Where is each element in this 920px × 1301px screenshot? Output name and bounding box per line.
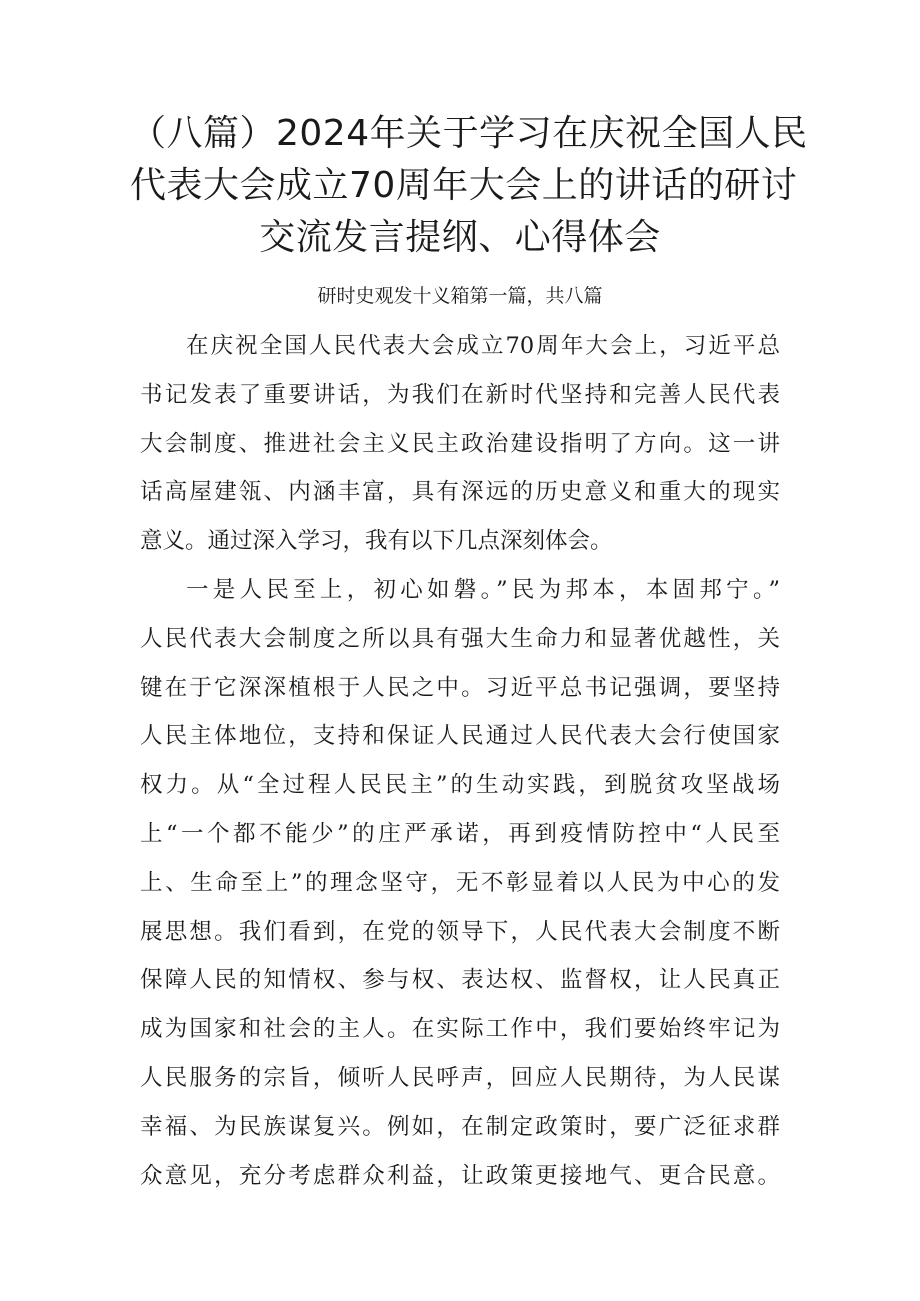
text-line: 大会制度、推进社会主义民主政治建设指明了方向。这一讲 [140, 430, 780, 457]
paragraph-point-one [140, 566, 780, 1200]
text-line: 展思想。我们看到，在党的领导下，人民代表大会制度不断 [140, 918, 780, 945]
document-body [140, 322, 780, 1200]
text-line: 在庆祝全国人民代表大会成立70周年大会上，习近平总 [186, 333, 780, 359]
text-line: 权力。从“全过程人民民主”的生动实践，到脱贫攻坚战场 [140, 772, 780, 799]
document-title [130, 108, 808, 264]
text-line: 上、生命至上”的理念坚守，无不彰显着以人民为中心的发 [140, 869, 780, 896]
text-line: 意义。通过深入学习，我有以下几点深刻体会。 [140, 528, 613, 555]
paragraph-intro [140, 322, 780, 566]
text-line: 话高屋建瓴、内涵丰富，具有深远的历史意义和重大的现实 [140, 479, 780, 506]
title-line: （八篇）2024年关于学习在庆祝全国人民 [130, 113, 808, 154]
title-line: 代表大会成立70周年大会上的讲话的研讨 [130, 165, 798, 206]
text-line: 书记发表了重要讲话，为我们在新时代坚持和完善人民代表 [140, 381, 780, 408]
text-line: 众意见，充分考虑群众利益，让政策更接地气、更合民意。 [140, 1162, 780, 1189]
text-line: 上“一个都不能少”的庄严承诺，再到疫情防控中“人民至 [140, 820, 780, 847]
text-line: 人民代表大会制度之所以具有强大生命力和显著优越性，关 [140, 625, 780, 652]
title-line: 交流发言提纲、心得体会 [259, 217, 661, 258]
text-line: 保障人民的知情权、参与权、表达权、监督权，让人民真正 [140, 967, 780, 994]
text-line: 键在于它深深植根于人民之中。习近平总书记强调，要坚持 [140, 674, 780, 701]
text-line: 一是人民至上，初心如磐。”民为邦本，本固邦宁。” [186, 576, 780, 603]
text-line: 成为国家和社会的主人。在实际工作中，我们要始终牢记为 [140, 1016, 780, 1043]
text-line: 人民服务的宗旨，倾听人民呼声，回应人民期待，为人民谋 [140, 1064, 780, 1091]
document-subtitle: 研时史观发十义箱第一篇，共八篇 [317, 285, 603, 307]
text-line: 幸福、为民族谋复兴。例如，在制定政策时，要广泛征求群 [140, 1113, 780, 1140]
text-line: 人民主体地位，支持和保证人民通过人民代表大会行使国家 [140, 723, 780, 750]
